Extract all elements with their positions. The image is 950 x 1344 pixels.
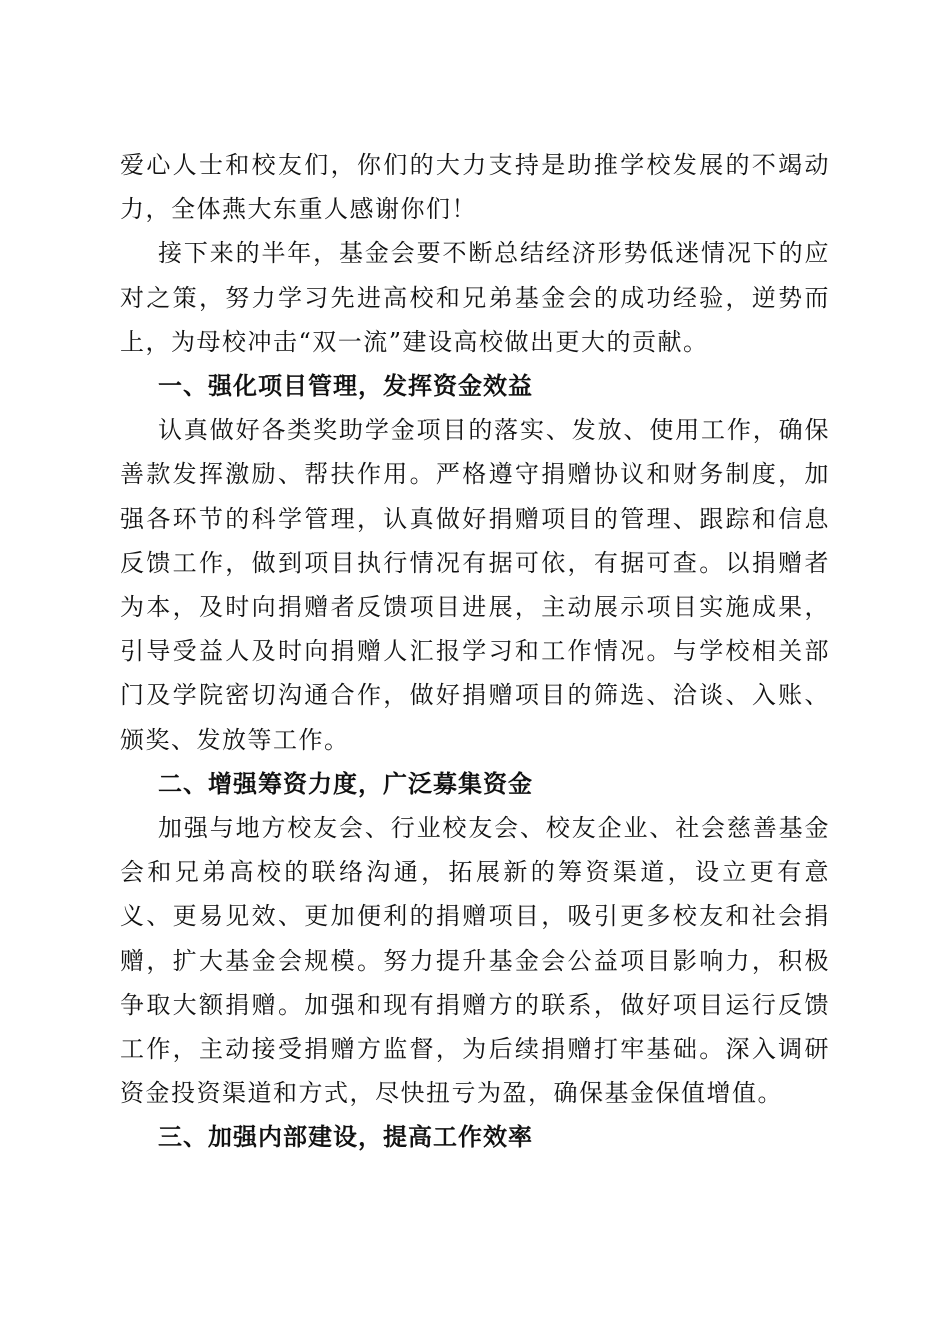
section-heading-3: 三、加强内部建设，提高工作效率 bbox=[158, 1123, 533, 1152]
paragraph-fundraising: 加强与地方校友会、行业校友会、校友企业、社会慈善基金会和兄弟高校的联络沟通，拓展新的筹资渠道，设立更有意义、更易见效、更加便利的捐赠项目，吸引更多校友和社会捐赠，扩大基金会规模。努力提升基金会公益项目影响力，积极争取大额捐赠。加强和现有捐赠方的联系，做好项目运行反馈工作，主动接受捐赠方监督，为后续捐赠打牢基础。深入调研资金投资渠道和方式，尽快扭亏为盈，确保基金保值增值。 bbox=[120, 814, 830, 1108]
paragraph-outlook: 接下来的半年，基金会要不断总结经济形势低迷情况下的应对之策，努力学习先进高校和兄弟基金会的成功经验，逆势而上，为母校冲击“双一流”建设高校做出更大的贡献。 bbox=[120, 239, 830, 356]
document-body bbox=[120, 143, 830, 1160]
paragraph-continuation: 爱心人士和校友们，你们的大力支持是助推学校发展的不竭动力，全体燕大东重人感谢你们！ bbox=[120, 151, 830, 224]
paragraph-project-management: 认真做好各类奖助学金项目的落实、发放、使用工作，确保善款发挥激励、帮扶作用。严格遵守捐赠协议和财务制度，加强各环节的科学管理，认真做好捐赠项目的管理、跟踪和信息反馈工作，做到项目执行情况有据可依，有据可查。以捐赠者为本，及时向捐赠者反馈项目进展，主动展示项目实施成果，引导受益人及时向捐赠人汇报学习和工作情况。与学校相关部门及学院密切沟通合作，做好捐赠项目的筛选、洽谈、入账、颁奖、发放等工作。 bbox=[120, 416, 830, 754]
section-heading-1: 一、强化项目管理，发挥资金效益 bbox=[158, 372, 533, 401]
section-heading-2: 二、增强筹资力度，广泛募集资金 bbox=[158, 769, 533, 798]
